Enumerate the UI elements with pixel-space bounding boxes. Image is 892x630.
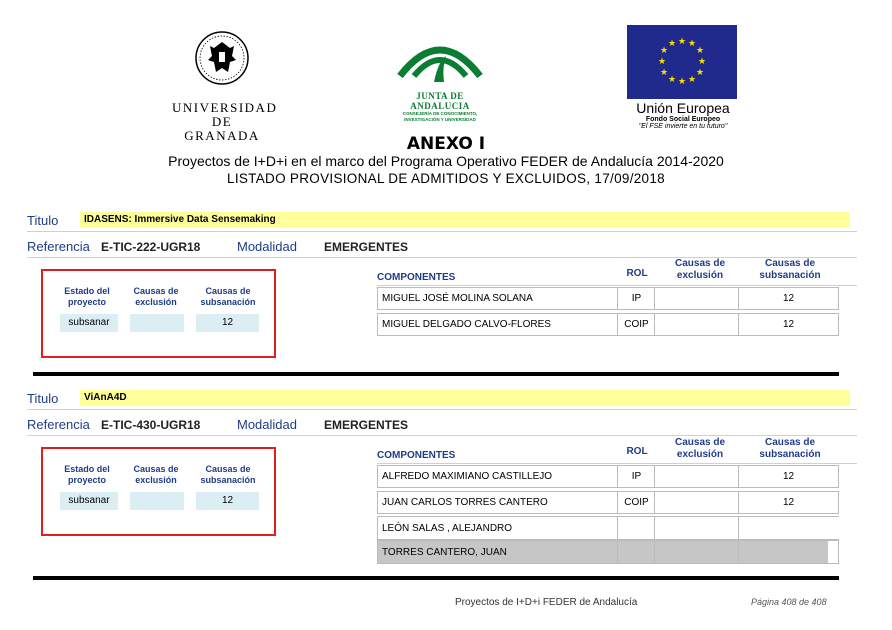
project-reference-1: E-TIC-222-UGR18 <box>101 240 201 254</box>
eu-fund: Fondo Social Europeo <box>645 116 721 123</box>
junta-emblem-icon <box>388 32 492 84</box>
member-subsanacion: 12 <box>738 466 838 487</box>
referencia-label: Referencia <box>27 239 90 254</box>
svg-text:★: ★ <box>677 77 687 87</box>
table-row <box>377 491 839 514</box>
estado-header: Estado del proyecto <box>64 286 110 307</box>
svg-text:★: ★ <box>677 37 687 47</box>
modalidad-label: Modalidad <box>237 417 297 432</box>
modalidad-label: Modalidad <box>237 239 297 254</box>
exclusion-value-1 <box>130 314 184 332</box>
eu-name: Unión Europea <box>636 100 730 116</box>
union-europea-logo <box>627 25 739 137</box>
table-row <box>377 465 839 488</box>
member-name: MIGUEL DELGADO CALVO-FLORES <box>382 319 551 330</box>
member-name: TORRES CANTERO, JUAN <box>382 546 507 558</box>
titulo-label: Titulo <box>27 391 59 406</box>
svg-text:★: ★ <box>667 75 677 85</box>
causas-exclusion-header: Causas de exclusión <box>133 286 179 307</box>
table-row <box>377 313 839 336</box>
universidad-granada-logo <box>172 30 278 143</box>
member-rol <box>617 517 655 539</box>
member-subsanacion: 12 <box>738 492 838 513</box>
svg-text:★: ★ <box>687 75 697 85</box>
project-modality-1: EMERGENTES <box>324 240 409 254</box>
table-row <box>377 540 839 564</box>
causas-subsanacion-header: Causas de subsanación <box>200 464 256 485</box>
page-number: Página 408 de 408 <box>751 597 827 607</box>
status-value-1: subsanar <box>60 314 118 332</box>
junta-andalucia-logo <box>388 32 492 122</box>
member-exclusion <box>654 541 739 563</box>
rol-header: ROL <box>626 268 648 279</box>
ugr-crest-icon <box>194 30 250 86</box>
rol-header: ROL <box>626 446 648 457</box>
member-name: ALFREDO MAXIMIANO CASTILLEJO <box>382 471 553 482</box>
causas-subsanacion-col-header: Causas de subsanación <box>759 258 821 281</box>
junta-sub2: INVESTIGACIÓN Y UNIVERSIDAD <box>404 116 476 122</box>
page-title: ANEXO I <box>406 134 486 154</box>
project-title-1: IDASENS: Immersive Data Sensemaking <box>80 212 850 228</box>
subsanacion-value-1: 12 <box>196 314 259 332</box>
member-exclusion <box>654 314 739 335</box>
svg-text:★: ★ <box>687 39 697 49</box>
project-modality-2: EMERGENTES <box>324 418 409 432</box>
member-name: MIGUEL JOSÉ MOLINA SOLANA <box>382 293 533 304</box>
project-reference-2: E-TIC-430-UGR18 <box>101 418 201 432</box>
causas-exclusion-col-header: Causas de exclusión <box>674 258 726 281</box>
member-subsanacion: 12 <box>738 288 838 309</box>
componentes-header: COMPONENTES <box>377 272 456 283</box>
page-subtitle-1: Proyectos de I+D+i en el marco del Programa Operativo FEDER de Andalucía 2014-2020 <box>168 153 724 169</box>
componentes-header: COMPONENTES <box>377 450 456 461</box>
causas-exclusion-col-header: Causas de exclusión <box>674 437 726 460</box>
member-subsanacion <box>738 541 838 563</box>
exclusion-value-2 <box>130 492 184 510</box>
svg-text:★: ★ <box>667 39 677 49</box>
member-rol <box>617 541 655 563</box>
svg-text:★: ★ <box>659 68 669 78</box>
junta-title: JUNTA DE ANDALUCIA <box>410 91 470 111</box>
member-exclusion <box>654 492 739 513</box>
footer-text: Proyectos de I+D+i FEDER de Andalucía <box>455 597 638 608</box>
member-rol: COIP <box>617 492 655 513</box>
member-rol: COIP <box>617 314 655 335</box>
eu-motto: "El FSE invierte en tu futuro" <box>638 123 728 130</box>
svg-text:★: ★ <box>659 46 669 56</box>
svg-text:★: ★ <box>657 57 667 67</box>
separator <box>27 409 857 410</box>
estado-header: Estado del proyecto <box>64 464 110 485</box>
member-rol: IP <box>617 288 655 309</box>
separator <box>377 285 857 286</box>
member-subsanacion: 12 <box>738 314 838 335</box>
subsanacion-value-2: 12 <box>196 492 259 510</box>
causas-exclusion-header: Causas de exclusión <box>133 464 179 485</box>
referencia-label: Referencia <box>27 417 90 432</box>
section-divider <box>33 576 839 580</box>
table-row <box>377 516 839 540</box>
member-name: LEÓN SALAS , ALEJANDRO <box>382 522 513 534</box>
ugr-name-line1: UNIVERSIDAD <box>172 100 278 115</box>
ugr-name-line2: DE GRANADA <box>184 114 260 143</box>
table-row <box>377 287 839 310</box>
titulo-label: Titulo <box>27 213 59 228</box>
member-subsanacion <box>738 517 839 539</box>
svg-text:★: ★ <box>697 57 707 67</box>
project-title-2: ViAnA4D <box>80 390 850 406</box>
member-exclusion <box>654 288 739 309</box>
separator <box>27 435 857 436</box>
member-exclusion <box>654 466 739 487</box>
separator <box>27 231 857 232</box>
eu-flag-icon <box>627 25 737 99</box>
status-value-2: subsanar <box>60 492 118 510</box>
page-subtitle-2: LISTADO PROVISIONAL DE ADMITIDOS Y EXCLUIDOS, 17/09/2018 <box>227 171 665 186</box>
member-name: JUAN CARLOS TORRES CANTERO <box>382 497 548 508</box>
causas-subsanacion-header: Causas de subsanación <box>200 286 256 307</box>
svg-text:★: ★ <box>695 68 705 78</box>
junta-sub1: CONSEJERÍA DE CONOCIMIENTO, <box>402 111 478 116</box>
member-rol: IP <box>617 466 655 487</box>
separator <box>377 463 857 464</box>
svg-text:★: ★ <box>695 46 705 56</box>
causas-subsanacion-col-header: Causas de subsanación <box>759 437 821 460</box>
section-divider <box>33 372 839 376</box>
member-exclusion <box>654 517 739 539</box>
